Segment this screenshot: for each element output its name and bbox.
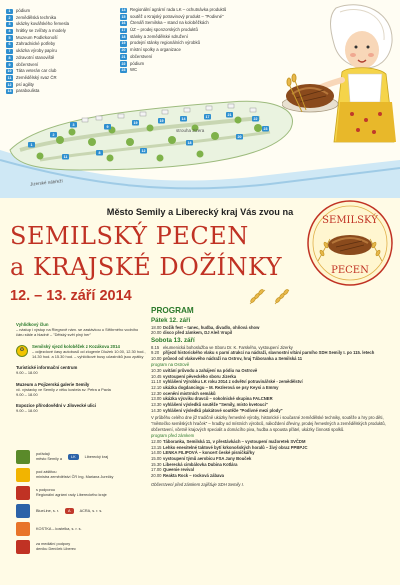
program-item — [151, 330, 391, 336]
legend-number-badge: 12 — [7, 82, 12, 87]
legend-number-badge: 22 — [121, 61, 126, 66]
program-footnote: Občerstvení před zámkem zajišťuje SDH Semily I. — [151, 481, 244, 487]
program-description: Reakta Rock – rocková zábava — [163, 472, 224, 478]
program-description: ekumenická bohoslužba ve Sboru Dr. K. Farského, vystoupení Jizerky — [163, 344, 293, 350]
museum-text: vč. výstavky ve Semily z věku kostela sv. Petra a Pavla — [16, 386, 111, 392]
program-day2: Sobota 13. září — [151, 336, 195, 344]
program-time: 17.00 — [151, 467, 162, 473]
program-description: Liberecká cimbálovka Dubina Kotlára — [163, 461, 238, 467]
badge-text-top: SEMILSKÝ — [322, 215, 378, 226]
sponsor-patronage-label: pod záštitou — [36, 470, 57, 475]
legend-label: Čtenáři Semilska – stand na koloběžkách — [130, 20, 209, 26]
map-legend-right — [120, 7, 227, 74]
sponsor-minister: ministra zemědělství ČR Ing. Mariana Jurečky — [36, 475, 114, 479]
program-description: ukázka výcviku dravců – sokolnické skupina FALCNER — [163, 396, 273, 402]
info-centre-hours: 9.00 – 18.00 — [16, 370, 38, 376]
program-item — [151, 408, 391, 414]
program-time: 10.30 — [151, 368, 162, 374]
legend-item — [120, 40, 218, 47]
legend-label: Táta veterán car club — [16, 68, 57, 74]
legend-label: zdravotní stanoviště — [16, 54, 55, 60]
program-time: 20.00 — [151, 472, 162, 478]
event-title-line2: a KRAJSKÉ DOŽÍNKY — [10, 253, 283, 281]
legend-number-badge: 19 — [121, 41, 126, 46]
program-description: ocenění mistrních semáků — [163, 390, 216, 396]
invite-text: Město Semily a Liberecký kraj Vás zvou na — [106, 207, 294, 217]
svg-text:3: 3 — [72, 123, 75, 127]
program-time: 12.10 — [151, 385, 162, 391]
legend-item — [120, 54, 218, 61]
legend-number-badge: 9 — [6, 62, 13, 68]
legend-item — [6, 28, 106, 35]
legend-number-badge: 8 — [6, 55, 13, 61]
legend-label: ukázky kovářského řemesla — [16, 21, 70, 27]
ministry-crest-icon — [16, 468, 30, 482]
legend-number-badge: 11 — [7, 75, 12, 80]
info-centre-title: Turistické informační centrum — [16, 365, 78, 371]
legend-label: místní spolky a organizace — [130, 47, 181, 53]
program-time: 13.00 — [151, 396, 162, 402]
program-time: 10.45 — [151, 373, 162, 379]
program-item — [151, 473, 391, 479]
site-map — [0, 0, 400, 198]
boat-text: – nástup i výstup na Riegrově nám. se zastávkou u Stříbrného vodního čáru stále a hladně – "Dětský svět plný her" — [16, 327, 139, 338]
legend-number-badge: 7 — [6, 49, 13, 55]
liberecky-kraj-logo: LK — [68, 454, 79, 461]
program-description: vyhlášení Výrobku LK roku 2014 z odvětví potravinářské - zemědělství — [163, 379, 303, 385]
svg-text:19: 19 — [159, 119, 164, 123]
svg-text:21: 21 — [227, 113, 232, 117]
sponsor-media-label: za mediální podpory — [36, 542, 71, 547]
sponsor-support-label: s podporou — [36, 488, 55, 493]
program-column — [151, 306, 391, 487]
legend-item — [120, 67, 218, 74]
museum-title: Muzeum a Pojizerská galerie Semily — [16, 381, 90, 387]
program-day2-list — [151, 345, 391, 362]
map-label-river: strouha Jizera — [176, 128, 205, 133]
legend-number-badge: 23 — [121, 68, 126, 73]
legend-number-badge: 20 — [121, 48, 126, 53]
legend-label: pódium — [130, 60, 145, 66]
program-description: vystoupení týmů aerobicu FSA Jany Bouček — [163, 455, 252, 461]
svg-text:2: 2 — [52, 133, 55, 137]
legend-item — [120, 20, 218, 27]
program-description: Lehko enesitelné taktové bytí krkonošských horalů – živý obraz PPBPJC — [163, 444, 308, 450]
bus-text: – odjezdové časy autobusů od zlogenie Dlužek 10.00, 12.30 hod., 14.30 hod. a 15.30 hod. – vyhlídkové busy učastníků jsou zpátky — [32, 348, 146, 360]
sponsor-acra: ACRA, s. r. s. — [79, 508, 103, 513]
svg-text:11: 11 — [63, 155, 68, 159]
program-description: disco před zámkem, DJ Aleš Vrupil — [163, 330, 233, 336]
denik-logo — [16, 540, 30, 554]
sponsor-organizers-label: pořádají — [36, 452, 50, 457]
museum-hours: 9.00 – 18.00 — [16, 392, 38, 398]
legend-item — [120, 61, 218, 68]
mascot-illustration — [282, 2, 400, 170]
legend-item — [6, 21, 106, 28]
legend-number-badge: 13 — [7, 89, 12, 94]
event-title-line1: SEMILSKÝ PECEN — [10, 222, 249, 250]
svg-text:9: 9 — [106, 125, 109, 129]
program-day1: Pátek 12. září — [151, 317, 191, 324]
legend-label: pódium — [16, 8, 31, 13]
program-description: LENKA FILIPOVÁ – koncert české písničkářky — [163, 450, 255, 456]
map-label-road: Jizerské nábřeží — [29, 178, 63, 187]
legend-number-badge: 1 — [6, 9, 13, 15]
legend-number-badge: 18 — [121, 34, 126, 39]
svg-text:12: 12 — [141, 149, 146, 153]
program-description: Dožik fest – tanec, hudba, divadlo, ohňová show — [163, 324, 260, 330]
legend-item — [6, 55, 106, 62]
legend-label: Zahradnické potřeby — [16, 41, 56, 47]
legend-label: občerstvení — [130, 53, 153, 59]
legend-number-badge: 21 — [121, 54, 126, 59]
legend-label: Muzeum Podkrkonoší — [16, 34, 58, 40]
svg-text:18: 18 — [187, 141, 192, 145]
legend-item — [6, 8, 106, 15]
svg-text:20: 20 — [237, 135, 242, 139]
legend-item — [120, 47, 218, 54]
program-castle-heading: program před zámkem — [151, 433, 195, 439]
legend-number-badge: 3 — [6, 22, 13, 28]
legend-label: Regionální agrární rada LK – ochutnávka produktů — [130, 7, 227, 12]
legend-label: WC — [130, 67, 138, 73]
program-description: vyhlášení výsledků plakátové soutěže "Podivné mezi plody" — [163, 407, 283, 413]
program-time: 8.15 — [151, 344, 160, 350]
program-time: 14.00 — [151, 450, 162, 456]
boat-title: Vyhlídkový člun — [16, 322, 49, 327]
legend-number-badge: 16 — [121, 21, 126, 26]
program-time: 13.15 — [151, 444, 162, 450]
legend-label: psí agility — [16, 81, 34, 87]
program-time: 18.00 — [151, 324, 162, 330]
program-time: 15.00 — [151, 455, 162, 461]
sponsor-kostka: KOSTKA – kostelka, s. r. s. — [36, 526, 82, 531]
legend-label: hrátky se zvířaty a modely — [16, 28, 66, 34]
legend-label: prodejní stánky regionálních výrobků — [130, 40, 200, 46]
legend-label: Zemědělský svaz ČR — [16, 74, 57, 80]
program-time: 12.00 — [151, 439, 162, 444]
legend-item — [120, 34, 218, 41]
legend-item — [120, 7, 227, 14]
program-description: vyhlášení výsledků soutěže "Semily, místo kvetoucí" — [163, 402, 268, 408]
svg-text:17: 17 — [205, 115, 210, 119]
sponsors-block — [16, 450, 146, 558]
semilsky-pecen-badge — [304, 195, 396, 293]
legend-item — [120, 27, 218, 34]
svg-text:23: 23 — [263, 127, 268, 131]
program-day1-list — [151, 325, 391, 336]
legend-item — [6, 35, 106, 42]
legend-item — [6, 15, 106, 22]
program-heading: PROGRAM — [151, 306, 194, 315]
legend-item — [6, 82, 106, 89]
legend-item — [6, 48, 106, 55]
legend-item — [6, 68, 106, 75]
program-island-heading: program na Ostrově — [151, 362, 190, 368]
event-date: 12. – 13. září 2014 — [10, 288, 132, 304]
svg-text:19: 19 — [133, 121, 138, 125]
program-description: vystoupení pěveckého sboru Jizerka — [163, 373, 237, 379]
legend-label: zemědělská technika — [16, 14, 57, 20]
scooter-icon: ✪ — [16, 345, 28, 357]
program-description: ukázka dogdancingu – M. Rezlerová se psy Keysi a Emmy — [163, 385, 279, 391]
program-time: 15.30 — [151, 461, 162, 467]
agrarian-council-icon — [16, 486, 30, 500]
map-legend-left — [6, 8, 106, 95]
legend-number-badge: 4 — [6, 29, 13, 35]
program-description: Táboranka, Semilská 11, v přestávkách – vystoupení mažoretek SVČDM — [163, 439, 306, 444]
program-time: 14.30 — [151, 407, 162, 413]
legend-number-badge: 6 — [6, 42, 13, 48]
legend-number-badge: 10 — [7, 69, 12, 74]
sponsor-city: město Semily a — [36, 457, 62, 461]
legend-number-badge: 17 — [121, 28, 126, 33]
program-island-list — [151, 368, 391, 413]
program-time: 11.10 — [151, 379, 162, 385]
legend-number-badge: 15 — [121, 14, 126, 19]
svg-text:22: 22 — [253, 117, 258, 121]
legend-item — [120, 13, 224, 21]
expo-title: Expozice přírodovědní v Jilovecké ulici — [16, 403, 96, 409]
legend-label: paraboulista — [16, 88, 40, 94]
program-time: 13.30 — [151, 402, 162, 408]
legend-number-badge: 14 — [121, 8, 126, 12]
program-description: příjezd historického vlaku s parní atrakcí na nádraží, slavnostní vítání parního SDH Semily I. po 115. letech — [163, 350, 375, 356]
legend-number-badge: 5 — [6, 35, 13, 41]
left-info-column — [16, 322, 146, 420]
legend-label: ukázka výroby papíru — [16, 48, 57, 54]
program-time: 12.30 — [151, 390, 162, 396]
expo-hours: 9.00 – 18.00 — [16, 408, 38, 414]
program-time: 9.20 — [151, 350, 160, 356]
legend-number-badge: 2 — [6, 15, 13, 21]
legend-label: občerstvení — [16, 61, 39, 67]
wheat-icon — [245, 286, 295, 306]
legend-item — [6, 88, 106, 95]
sponsor-region: Liberecký kraj — [84, 454, 109, 459]
program-item — [151, 356, 391, 362]
legend-label: ÚZ – prodej sponzorských produktů — [130, 27, 198, 33]
legend-item — [6, 62, 106, 69]
sponsor-blueline: BlueLine, s. r. — [36, 508, 60, 513]
kostka-logo — [16, 522, 30, 536]
legend-label: soutěž o Krajský potravinový produkt – "Podivné" — [130, 13, 224, 19]
sponsor-agrarian-council: Regionální agrární rady Libereckého kraje — [36, 493, 107, 497]
svg-text:14: 14 — [181, 117, 186, 121]
program-description: uvítání průvodu a zahájení na pódiu na Ostrově — [163, 368, 258, 374]
blueline-logo — [16, 504, 30, 518]
program-paragraph: V průběhu celého dne již tradičně ukázky řemeslné výroby, historické i současné zemědělské techniky, soutěže a hry pro děti, "městečko semilských hraček" – hradby od místních výrobců, nákoždení dřeviny, prodej řemeslných a zemědělských produktů, občerstvení, včetně krajových specialit a domácího piva, hudba a spousta přátel, ukázky činnosti spolků. — [151, 415, 386, 432]
bus-title: Semilský sjezd koloběžek z Kozákova 2014 — [32, 343, 120, 349]
program-time: 10.00 — [151, 355, 162, 361]
semily-crest-icon — [16, 450, 30, 464]
sponsor-media: deníku Deníček Liberec — [36, 547, 76, 551]
svg-text:8: 8 — [98, 151, 101, 155]
program-description: průvod od vlakového nádraží na Ostrov, hraj Táboranka a Semilská 11 — [163, 355, 303, 361]
program-time: 20.00 — [151, 330, 162, 336]
program-description: Queenie revival — [163, 467, 194, 473]
program-castle-list — [151, 439, 391, 479]
legend-item — [6, 41, 106, 48]
svg-text:1: 1 — [30, 143, 33, 147]
legend-label: stánky a zemědělské sdružení — [130, 33, 188, 39]
legend-item — [6, 75, 106, 82]
badge-text-bottom: PECEN — [331, 265, 369, 276]
acra-logo: A — [65, 508, 74, 515]
